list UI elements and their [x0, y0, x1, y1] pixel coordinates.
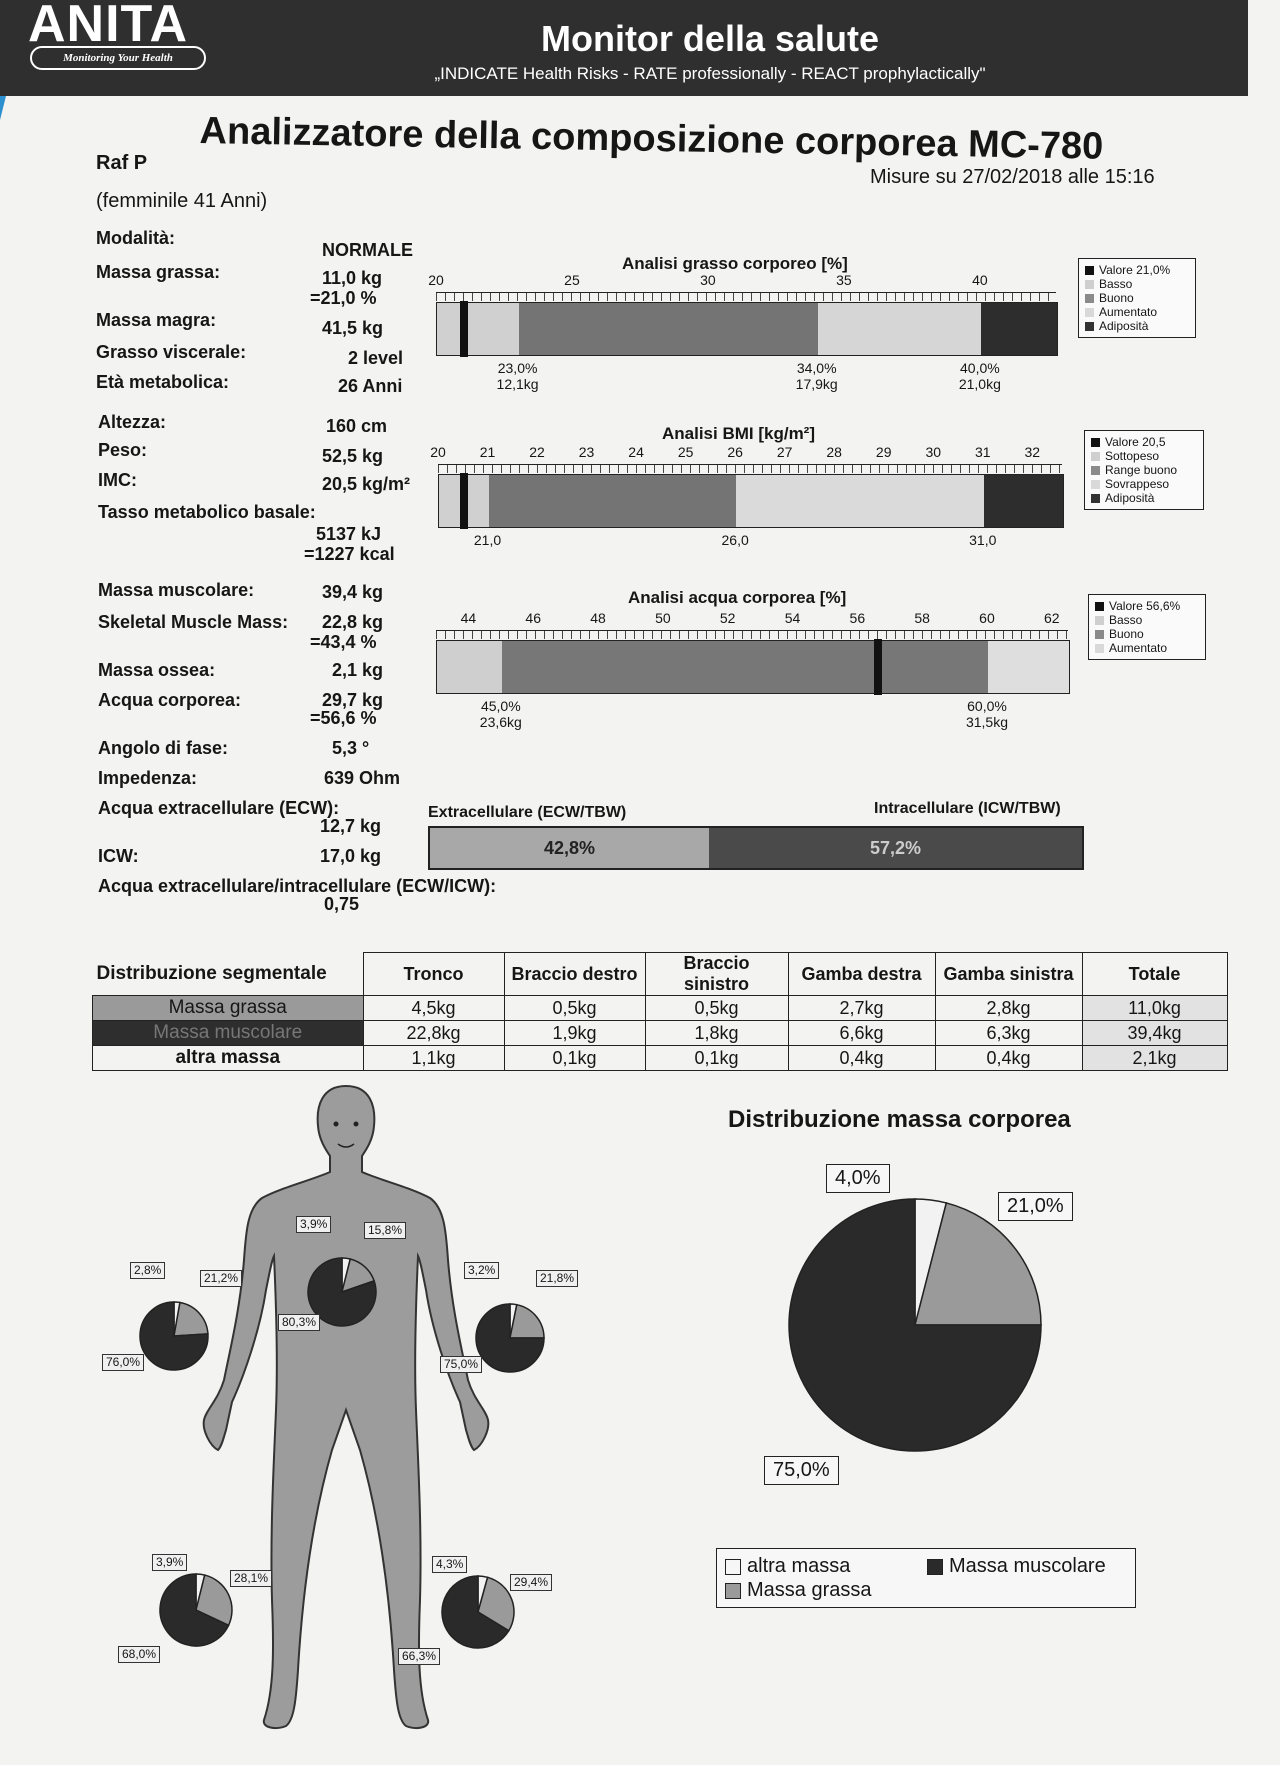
header-title: Monitor della salute: [540, 18, 880, 59]
table-cell: 0,1kg: [645, 1046, 788, 1071]
water_chart-tick: 60: [979, 610, 995, 626]
metric-value: =1227 kcal: [304, 544, 395, 564]
pie-chart-label: 4,0%: [826, 1164, 890, 1193]
pie-label: 3,9%: [296, 1216, 331, 1233]
water-chart-bar: [436, 640, 1070, 694]
metric-label: Impedenza:: [98, 768, 198, 788]
table-header: Gamba sinistra: [935, 953, 1082, 996]
segment-table: [92, 952, 1228, 1071]
legend-label: altra massa: [747, 1555, 851, 1577]
fat_chart-tick: 35: [836, 272, 852, 288]
row-label-muscle: Massa muscolare: [93, 1021, 364, 1046]
metric-value: 20,5 kg/m²: [322, 474, 411, 494]
table-cell-total: 11,0kg: [1082, 996, 1227, 1021]
fat_chart-tick: 25: [564, 272, 580, 288]
legend-item: [1085, 277, 1189, 291]
legend-label: Sottopeso: [1105, 449, 1160, 463]
patient-name: Raf P: [96, 152, 148, 174]
legend-item: [1095, 641, 1199, 655]
threshold-pct: 21,0: [473, 532, 502, 548]
legend-label: Aumentato: [1099, 305, 1158, 319]
threshold-pct: 26,0: [721, 532, 749, 548]
pie-label: 68,0%: [118, 1646, 160, 1663]
legend-item: [1085, 305, 1189, 319]
metric-value: 29,7 kg: [322, 690, 384, 710]
bmi-chart-bar: [438, 474, 1064, 528]
bmi_chart-tick: 23: [578, 444, 595, 460]
water_chart-ruler: [436, 630, 1068, 639]
legend-swatch: [725, 1583, 741, 1599]
metric-value: 26 Anni: [338, 376, 403, 396]
metric-label: Acqua extracellulare/intracellulare (ECW/ICW):: [98, 876, 497, 896]
water_chart-band: [437, 641, 502, 693]
water_chart-tick: 48: [590, 610, 606, 626]
bmi_chart-threshold: [722, 532, 749, 548]
table-cell: 0,5kg: [504, 996, 645, 1021]
legend-label: Sovrappeso: [1105, 477, 1170, 491]
legend-label: Massa muscolare: [949, 1555, 1106, 1577]
measure-date: Misure su 27/02/2018 alle 15:16: [870, 166, 1155, 188]
metric-label: ICW:: [98, 846, 139, 866]
legend-swatch: [1091, 494, 1100, 503]
bmi_chart-tick: 25: [677, 444, 694, 460]
metric-value: =21,0 %: [310, 288, 377, 308]
table-header: Distribuzione segmentale: [93, 953, 364, 996]
metric-value: =43,4 %: [310, 632, 377, 652]
legend-item: [725, 1579, 872, 1602]
pie-label: 15,8%: [364, 1222, 406, 1239]
bmi_chart-band: [736, 475, 984, 527]
threshold-pct: 23,0%: [497, 360, 538, 376]
legend-swatch: [1085, 280, 1094, 289]
threshold-pct: 31,0: [969, 532, 997, 548]
metric-value: 5137 kJ: [316, 524, 382, 544]
legend-item: [1091, 435, 1197, 449]
water_chart-value-marker: [874, 639, 882, 695]
water-chart-title: Analisi acqua corporea [%]: [628, 588, 847, 607]
water_chart-tick: 56: [849, 610, 866, 626]
table-cell-total: 2,1kg: [1082, 1046, 1227, 1071]
icw-title: Intracellulare (ICW/TBW): [874, 800, 1061, 817]
legend-swatch: [1085, 294, 1094, 303]
table-row: [93, 996, 1228, 1021]
legend-swatch: [1091, 480, 1100, 489]
page-title: Analizzatore della composizione corporea MC-780: [199, 110, 1104, 168]
table-cell: 6,6kg: [788, 1021, 935, 1046]
header-bar: [0, 0, 1248, 96]
table-cell-total: 39,4kg: [1082, 1021, 1227, 1046]
water_chart-band: [502, 641, 988, 693]
table-cell: 1,8kg: [645, 1021, 788, 1046]
table-cell: 0,5kg: [645, 996, 788, 1021]
fat_chart-tick: 30: [700, 272, 716, 288]
fat_chart-band: [519, 303, 818, 355]
threshold-kg: 21,0kg: [958, 376, 1001, 392]
metric-label: Massa muscolare:: [98, 580, 255, 600]
table-cell: 0,4kg: [935, 1046, 1082, 1071]
legend-swatch: [1091, 452, 1100, 461]
fat_chart-threshold: [796, 360, 838, 392]
table-cell: 0,1kg: [504, 1046, 645, 1071]
table-cell: 2,8kg: [935, 996, 1082, 1021]
table-header-row: [93, 953, 1228, 996]
threshold-kg: 23,6kg: [479, 714, 522, 730]
fat_chart-band: [981, 303, 1057, 355]
metric-label: Grasso viscerale:: [96, 342, 247, 362]
pie-label: 21,2%: [200, 1270, 242, 1287]
water_chart-threshold: [480, 698, 522, 730]
threshold-pct: 40,0%: [960, 360, 1000, 376]
water-ratio-bar: [428, 826, 1084, 870]
metric-label: Tasso metabolico basale:: [98, 502, 316, 522]
fat-chart-bar: [436, 302, 1058, 356]
metric-value: 52,5 kg: [322, 446, 384, 466]
metric-value: 2 level: [348, 348, 404, 368]
metric-label: Massa grassa:: [96, 262, 221, 282]
bmi_chart-band: [984, 475, 1063, 527]
icw-segment: 57,2%: [709, 828, 1082, 868]
metric-label: Skeletal Muscle Mass:: [98, 612, 289, 632]
legend-item: [1091, 463, 1197, 477]
metric-label: Peso:: [98, 440, 148, 460]
fat_chart-value-marker: [460, 301, 468, 357]
bmi-chart-legend: [1084, 430, 1204, 510]
bmi_chart-tick: 31: [974, 444, 991, 460]
metric-value: 12,7 kg: [320, 816, 382, 836]
fat_chart-threshold: [959, 360, 1001, 392]
legend-swatch: [1085, 308, 1094, 317]
bmi_chart-tick: 30: [925, 444, 942, 460]
legend-item: [1085, 263, 1189, 277]
metric-label: Altezza:: [98, 412, 167, 432]
threshold-pct: 45,0%: [480, 698, 521, 714]
metric-label: Massa ossea:: [98, 660, 216, 680]
water_chart-threshold: [966, 698, 1008, 730]
bmi_chart-tick: 27: [776, 444, 793, 460]
legend-item: [1095, 613, 1199, 627]
segment-pie-right-arm-slice: [174, 1303, 208, 1336]
legend-label: Valore 56,6%: [1109, 599, 1181, 613]
threshold-kg: 31,5kg: [965, 714, 1008, 730]
metric-label: Acqua extracellulare (ECW):: [98, 798, 340, 818]
metric-label: Massa magra:: [96, 310, 217, 330]
table-header: Braccio destro: [504, 953, 645, 996]
brand-logo: ANITA: [28, 0, 189, 53]
fat_chart-tick: 20: [428, 272, 444, 288]
pie-label: 29,4%: [510, 1574, 552, 1591]
bmi_chart-threshold: [969, 532, 996, 548]
header-subtitle: „INDICATE Health Risks - RATE professionally - REACT prophylactically": [434, 64, 986, 83]
water_chart-tick: 46: [525, 610, 542, 626]
metric-value: 160 cm: [326, 416, 388, 436]
fat_chart-tick: 40: [972, 272, 988, 288]
bmi_chart-tick: 26: [727, 444, 743, 460]
water_chart-tick: 58: [914, 610, 930, 626]
pie-label: 2,8%: [130, 1262, 165, 1279]
water_chart-tick: 44: [460, 610, 477, 626]
bmi_chart-tick: 21: [479, 444, 496, 460]
table-header: Tronco: [363, 953, 504, 996]
bmi_chart-value-marker: [460, 473, 468, 529]
metric-label: Modalità:: [96, 228, 175, 248]
legend-swatch: [927, 1559, 943, 1575]
bmi-chart-title: Analisi BMI [kg/m²]: [662, 424, 816, 443]
bmi_chart-tick: 29: [875, 444, 892, 460]
pie-label: 21,8%: [536, 1270, 578, 1287]
legend-label: Aumentato: [1109, 641, 1168, 655]
fat-chart-legend: [1078, 258, 1196, 338]
bmi_chart-tick: 22: [529, 444, 545, 460]
bmi_chart-tick: 28: [826, 444, 842, 460]
fat_chart-ruler: [436, 292, 1056, 301]
legend-label: Basso: [1109, 613, 1143, 627]
legend-label: Valore 20,5: [1105, 435, 1166, 449]
legend-swatch: [1095, 616, 1104, 625]
ecw-title: Extracellulare (ECW/TBW): [428, 804, 627, 821]
legend-swatch: [1085, 322, 1094, 331]
brand-tagline: Monitoring Your Health: [30, 46, 206, 70]
fat_chart-band: [437, 303, 519, 355]
metric-value: =56,6 %: [310, 708, 377, 728]
legend-swatch: [1095, 602, 1104, 611]
metric-value: 0,75: [324, 894, 360, 914]
threshold-kg: 17,9kg: [795, 376, 838, 392]
water_chart-band: [988, 641, 1069, 693]
table-cell: 4,5kg: [363, 996, 504, 1021]
pie-label: 66,3%: [398, 1648, 440, 1665]
legend-label: Basso: [1099, 277, 1133, 291]
legend-item: [1091, 477, 1197, 491]
metric-label: Età metabolica:: [96, 372, 230, 392]
legend-item: [1095, 627, 1199, 641]
legend-label: Adiposità: [1105, 491, 1155, 505]
row-label-other: altra massa: [93, 1046, 364, 1071]
ecw-segment: 42,8%: [430, 828, 709, 868]
threshold-pct: 60,0%: [967, 698, 1007, 714]
legend-label: Valore 21,0%: [1099, 263, 1171, 277]
fat-chart-title: Analisi grasso corporeo [%]: [622, 254, 848, 273]
legend-swatch: [725, 1559, 741, 1575]
threshold-pct: 34,0%: [796, 360, 837, 376]
pie-chart-title: Distribuzione massa corporea: [728, 1106, 1071, 1133]
legend-label: Buono: [1109, 627, 1144, 641]
legend-item: [927, 1555, 1106, 1578]
legend-swatch: [1095, 630, 1104, 639]
legend-swatch: [1095, 644, 1104, 653]
pie-label: 75,0%: [440, 1356, 482, 1373]
pie-label: 3,2%: [464, 1262, 499, 1279]
pie-label: 28,1%: [230, 1570, 272, 1587]
legend-item: [1091, 449, 1197, 463]
legend-item: [1091, 491, 1197, 505]
metric-label: Angolo di fase:: [98, 738, 228, 758]
pie-chart-label: 75,0%: [764, 1456, 839, 1485]
fat_chart-band: [818, 303, 981, 355]
metric-value: 17,0 kg: [320, 846, 382, 866]
metric-value: 11,0 kg: [322, 268, 383, 288]
metric-value: 5,3 °: [332, 738, 370, 758]
legend-swatch: [1091, 438, 1100, 447]
pie-chart-legend: [716, 1548, 1136, 1608]
legend-swatch: [1091, 466, 1100, 475]
bmi_chart-tick: 24: [628, 444, 644, 460]
pie-chart-label: 21,0%: [998, 1192, 1073, 1221]
bmi_chart-threshold: [474, 532, 501, 548]
segment-pie-left-arm-slice: [510, 1305, 544, 1338]
table-row: [93, 1046, 1228, 1071]
legend-label: Range buono: [1105, 463, 1178, 477]
patient-profile: (femminile 41 Anni): [96, 190, 268, 212]
metric-label: IMC:: [98, 470, 137, 490]
table-cell: 1,1kg: [363, 1046, 504, 1071]
bmi_chart-tick: 20: [430, 444, 446, 460]
table-cell: 6,3kg: [935, 1021, 1082, 1046]
metric-value: 639 Ohm: [324, 768, 401, 788]
threshold-kg: 12,1kg: [496, 376, 539, 392]
metric-value: 2,1 kg: [332, 660, 384, 680]
table-cell: 2,7kg: [788, 996, 935, 1021]
legend-label: Buono: [1099, 291, 1134, 305]
water-chart-legend: [1088, 594, 1206, 660]
table-header: Totale: [1082, 953, 1227, 996]
pie-chart: [780, 1190, 1050, 1460]
row-label-fat: Massa grassa: [93, 996, 364, 1021]
legend-item: [1085, 291, 1189, 305]
water_chart-tick: 52: [719, 610, 736, 626]
water_chart-tick: 62: [1043, 610, 1060, 626]
table-cell: 1,9kg: [504, 1021, 645, 1046]
legend-item: [725, 1555, 850, 1578]
legend-label: Adiposità: [1099, 319, 1149, 333]
table-row: [93, 1021, 1228, 1046]
metric-value: NORMALE: [322, 240, 413, 260]
bmi_chart-ruler: [438, 464, 1062, 473]
metric-value: 22,8 kg: [322, 612, 384, 632]
water_chart-tick: 50: [655, 610, 671, 626]
legend-label: Massa grassa: [747, 1579, 872, 1601]
metric-value: 41,5 kg: [322, 318, 384, 338]
legend-swatch: [1085, 266, 1094, 275]
legend-item: [1085, 319, 1189, 333]
bmi_chart-tick: 32: [1024, 444, 1041, 460]
bmi_chart-band: [489, 475, 737, 527]
legend-item: [1095, 599, 1199, 613]
pie-label: 4,3%: [432, 1556, 467, 1573]
table-cell: 22,8kg: [363, 1021, 504, 1046]
table-header: Braccio sinistro: [645, 953, 788, 996]
table-cell: 0,4kg: [788, 1046, 935, 1071]
pie-label: 76,0%: [102, 1354, 144, 1371]
pie-label: 80,3%: [278, 1314, 320, 1331]
fat_chart-threshold: [497, 360, 539, 392]
water_chart-tick: 54: [784, 610, 801, 626]
table-header: Gamba destra: [788, 953, 935, 996]
pie-label: 3,9%: [152, 1554, 187, 1571]
metric-label: Acqua corporea:: [98, 690, 242, 710]
segment-pies: [0, 1100, 600, 1700]
metric-value: 39,4 kg: [322, 582, 384, 602]
